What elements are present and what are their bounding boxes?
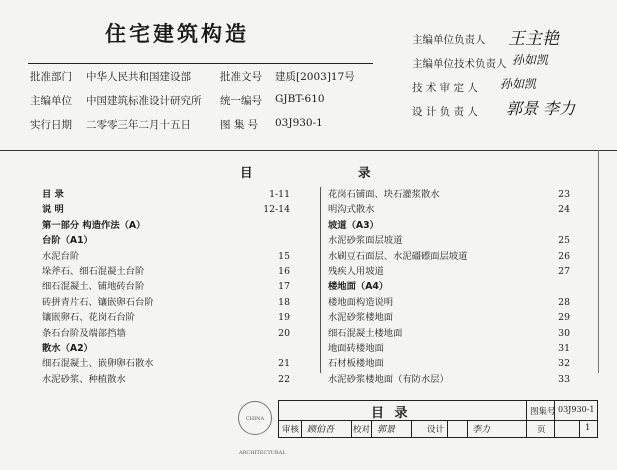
toc-entry-page: 21: [278, 358, 290, 370]
resp-chief-editor-signature: 王主艳: [508, 29, 559, 49]
toc-entry-title: 细石混凝土、铺地砖台阶: [42, 281, 145, 293]
page-number: 1: [585, 423, 591, 433]
approval-dept-label: 批准部门: [30, 71, 72, 83]
title-block-name: 目 录: [371, 406, 411, 421]
section-divider: [0, 150, 617, 151]
toc-entry-page: 16: [278, 266, 290, 277]
document-title: 住宅建筑构造: [105, 21, 249, 46]
toc-entry-page: 24: [558, 204, 570, 216]
toc-entry-title: 残疾人用坡道: [328, 266, 384, 277]
toc-column-divider: [320, 187, 321, 373]
editor-unit: 中国建筑标准设计研究所: [86, 95, 202, 107]
atlas-no: 03J930-1: [275, 117, 323, 129]
atlas-no-label: 图 集 号: [220, 119, 259, 131]
toc-entry: [328, 295, 570, 311]
resp-tech-lead-label: 主编单位技术负责人: [412, 58, 507, 70]
toc-heading-left: 目: [240, 165, 255, 180]
toc-entry-title: 水刷豆石面层、水泥礓礤面层坡道: [328, 250, 468, 262]
toc-entry: [42, 341, 290, 357]
toc-entry-page: 32: [558, 358, 570, 370]
toc-entry-page: 26: [558, 250, 570, 262]
toc-entry: [42, 310, 290, 326]
toc-entry-title: 砖拼青片石、镶嵌卵石台阶: [42, 296, 154, 308]
page-label: 页: [537, 425, 546, 435]
toc-entry: [328, 279, 570, 295]
toc-entry-title: 水泥砂浆面层坡道: [328, 235, 403, 247]
toc-entry-page: 12-14: [263, 204, 290, 216]
toc-entry: [328, 264, 570, 280]
toc-entry: [42, 372, 290, 388]
toc-entry-title: 坡道（A3）: [328, 219, 379, 231]
toc-entry-title: 垛斧石、细石混凝土台阶: [42, 266, 145, 277]
toc-entry-title: 细石混凝土、嵌卵卵石散水: [42, 358, 154, 370]
toc-entry: [328, 356, 570, 372]
toc-entry-title: 水泥台阶: [42, 250, 80, 262]
resp-reviewer-label: 技 术 审 定 人: [412, 82, 478, 94]
toc-entry-page: 15: [278, 250, 290, 262]
review-label: 审核: [282, 425, 300, 435]
toc-entry-title: 台阶（A1）: [42, 235, 93, 247]
review-signature: 顾伯吾: [307, 425, 335, 435]
toc-entry: [328, 233, 570, 249]
toc-entry-title: 水泥砂浆楼地面（有防水层）: [328, 373, 449, 385]
toc-entry: [42, 218, 290, 234]
resp-chief-editor-label: 主编单位负责人: [412, 34, 486, 46]
toc-entry-page: 23: [558, 189, 570, 200]
toc-entry: [42, 279, 290, 295]
toc-entry-page: 33: [558, 373, 570, 385]
toc-entry-page: 17: [278, 281, 290, 293]
resp-designer-signature: 郭景 李力: [506, 99, 576, 118]
toc-entry: [42, 356, 290, 372]
toc-entry-title: 散水（A2）: [42, 343, 93, 354]
toc-entry-title: 水泥砂浆楼地面: [328, 312, 394, 324]
toc-entry: [42, 187, 290, 203]
toc-entry-page: 31: [558, 343, 570, 354]
editor-unit-label: 主编单位: [30, 95, 72, 107]
toc-entry-title: 楼地面构造说明: [328, 296, 394, 308]
toc-entry-title: 地面砖楼地面: [328, 343, 384, 354]
toc-entry-title: 水泥砂浆、种植散水: [42, 373, 126, 385]
toc-entry: [328, 341, 570, 357]
toc-entry: [42, 249, 290, 265]
check-signature: 郭景: [377, 425, 396, 435]
toc-entry: [328, 202, 570, 218]
toc-entry-title: 楼地面（A4）: [328, 281, 389, 293]
toc-entry: [328, 187, 570, 203]
toc-entry-title: 镶嵌卵石、花岗石台阶: [42, 312, 135, 324]
resp-designer-label: 设 计 负 责 人: [412, 106, 478, 118]
toc-entry: [42, 295, 290, 311]
toc-entry: [42, 264, 290, 280]
toc-entry-page: 30: [558, 327, 570, 339]
unified-no: GJBT-610: [275, 93, 325, 105]
toc-entry: [328, 326, 570, 342]
toc-entry-title: 说 明: [42, 204, 64, 216]
toc-entry: [328, 218, 570, 234]
effective-date-label: 实行日期: [30, 119, 72, 131]
toc-entry-page: 20: [278, 327, 290, 339]
toc-entry-title: 石材板楼地面: [328, 358, 384, 370]
toc-entry-page: 29: [558, 312, 570, 324]
check-label: 校对: [353, 425, 371, 435]
approval-doc: 建质[2003]17号: [275, 71, 355, 83]
institute-seal: CHINA ARCHITECTURAL: [238, 401, 272, 435]
header-underline: [28, 63, 373, 64]
approval-dept: 中华人民共和国建设部: [86, 71, 191, 83]
toc-entry: [42, 202, 290, 218]
toc-entry-title: 目 录: [42, 189, 64, 200]
toc-entry-page: 19: [278, 312, 290, 324]
title-block-divider-atlas: [526, 401, 527, 437]
frame-right-edge: [598, 150, 599, 373]
toc-entry: [328, 372, 570, 388]
toc-entry-title: 花岗石铺面、块石灌浆散水: [328, 189, 440, 200]
toc-entry-page: 22: [278, 373, 290, 385]
toc-entry-page: 18: [278, 296, 290, 308]
toc-entry-page: 25: [558, 235, 570, 247]
approval-doc-label: 批准文号: [220, 71, 262, 83]
title-block-atlas-label: 图集号: [530, 407, 556, 417]
toc-entry: [328, 249, 570, 265]
toc-entry-title: 明沟式散水: [328, 204, 375, 216]
effective-date: 二零零三年二月十五日: [86, 119, 191, 131]
resp-reviewer-signature: 孙如凯: [500, 77, 537, 91]
design-signature: 李力: [472, 425, 491, 435]
toc-entry-page: 27: [558, 266, 570, 277]
toc-entry-page: 28: [558, 296, 570, 308]
title-block-row-divider: [279, 420, 597, 421]
design-label: 设计: [427, 425, 445, 435]
toc-heading-right: 录: [358, 165, 373, 180]
title-block-atlas-value: 03J930-1: [558, 405, 595, 414]
resp-tech-lead-signature: 孙如凯: [512, 53, 549, 67]
unified-no-label: 统一编号: [220, 95, 262, 107]
toc-entry-title: 细石混凝土楼地面: [328, 327, 403, 339]
toc-entry-title: 第一部分 构造作法（A）: [42, 219, 146, 231]
toc-entry: [42, 326, 290, 342]
title-block: [278, 400, 598, 438]
toc-entry: [42, 233, 290, 249]
toc-entry-page: 1-11: [269, 189, 290, 200]
toc-entry: [328, 310, 570, 326]
toc-entry-title: 条石台阶及端部挡墙: [42, 327, 126, 339]
